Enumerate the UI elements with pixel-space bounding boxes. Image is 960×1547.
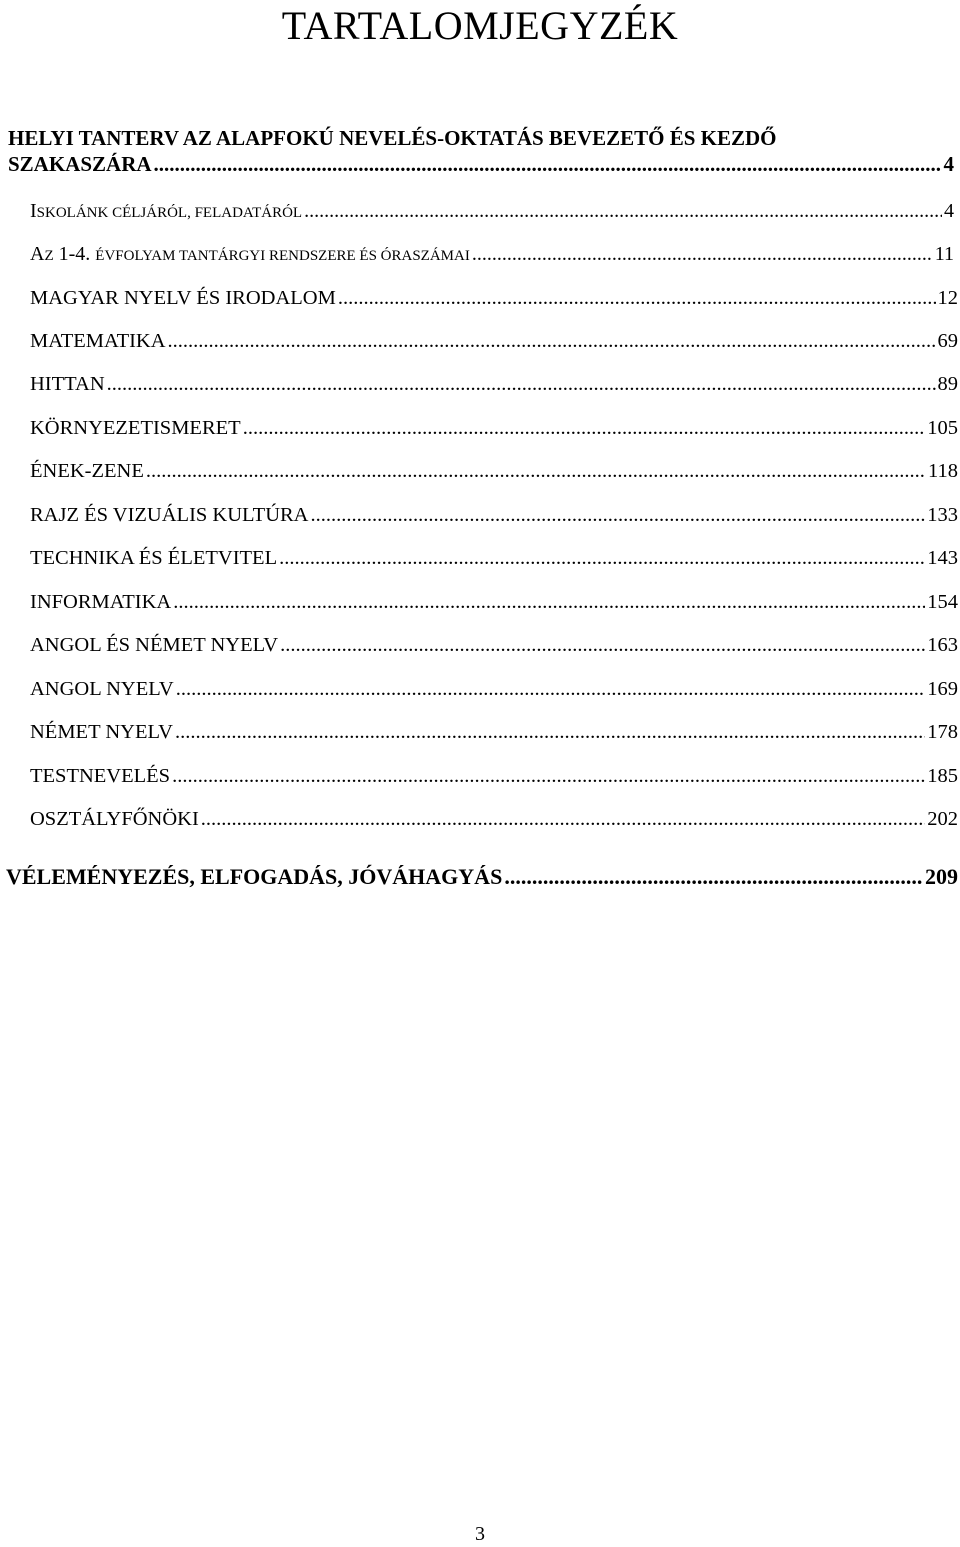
toc-entry-subject[interactable]	[30, 416, 958, 440]
toc-entry-iskolank[interactable]	[30, 199, 954, 225]
toc-entry-label: ÉNEK-ZENE	[30, 460, 144, 482]
toc-entry-page: 4	[944, 200, 954, 222]
toc-entry-subject[interactable]	[30, 329, 958, 353]
toc-entry-subject[interactable]	[30, 546, 958, 570]
toc-leader-dots	[173, 590, 925, 614]
toc-entry-evfolyam[interactable]	[30, 242, 954, 268]
toc-entry-page: 133	[927, 504, 958, 526]
toc-leader-dots	[172, 764, 925, 788]
toc-entry-page: 209	[925, 864, 958, 889]
toc-entry-line1: HELYI TANTERV AZ ALAPFOKÚ NEVELÉS-OKTATÁS BEVEZETŐ ÉS KEZDŐ	[8, 126, 777, 150]
toc-entry-label: NÉMET NYELV	[30, 721, 173, 743]
toc-leader-dots	[504, 864, 923, 890]
toc-label-small: Z	[44, 248, 54, 264]
toc-entry-page: 89	[937, 373, 958, 395]
toc-entry-label: ANGOL NYELV	[30, 678, 174, 700]
toc-entry-subject[interactable]	[30, 372, 958, 396]
page-title: TARTALOMJEGYZÉK	[281, 3, 679, 48]
toc-entry-page: 12	[937, 287, 958, 309]
toc-leader-dots	[338, 286, 936, 310]
toc-entry-page: 185	[927, 765, 958, 787]
toc-leader-dots	[146, 459, 926, 483]
toc-entry-label: TESTNEVELÉS	[30, 765, 171, 787]
toc-entry-label: VÉLEMÉNYEZÉS, ELFOGADÁS, JÓVÁHAGYÁS	[6, 864, 503, 889]
toc-leader-dots	[279, 546, 925, 570]
toc-entry-subject[interactable]	[30, 633, 958, 657]
toc-entry-page: 4	[943, 152, 954, 176]
toc-entry-label: OSZTÁLYFŐNÖKI	[30, 808, 199, 830]
toc-entry-page: 163	[927, 634, 958, 656]
toc-entry-label: MATEMATIKA	[30, 330, 166, 352]
toc-label-mid: 1-4.	[53, 243, 96, 265]
toc-entry-subject[interactable]	[30, 807, 958, 831]
page-number: 3	[475, 1523, 485, 1545]
toc-label-rest: SKOLÁNK CÉLJÁRÓL, FELADATÁRÓL	[36, 205, 303, 221]
toc-leader-dots	[243, 416, 926, 440]
toc-entry-szakaszara[interactable]	[8, 151, 954, 177]
toc-entry-page: 11	[934, 243, 954, 265]
toc-label-initial: I	[30, 200, 37, 222]
toc-entry-page: 202	[927, 808, 958, 830]
toc-entry-page: 118	[928, 460, 958, 482]
toc-entry-subject[interactable]	[30, 503, 958, 527]
toc-entry-page: 178	[927, 721, 958, 743]
toc-entry-label: INFORMATIKA	[30, 591, 172, 613]
toc-leader-dots	[176, 677, 926, 701]
toc-leader-dots	[154, 151, 942, 177]
toc-label-initial: A	[30, 243, 45, 265]
toc-entry-label: KÖRNYEZETISMERET	[30, 417, 241, 439]
toc-entry-label: HITTAN	[30, 373, 105, 395]
toc-entry-subject[interactable]	[30, 286, 958, 310]
toc-entry-label: MAGYAR NYELV ÉS IRODALOM	[30, 287, 336, 309]
toc-entry-velemenyezes[interactable]	[6, 864, 958, 890]
toc-entry-label: SZAKASZÁRA	[8, 152, 152, 176]
toc-entry-label	[30, 242, 470, 268]
toc-entry-subject[interactable]	[30, 764, 958, 788]
toc-entry-subject[interactable]	[30, 459, 958, 483]
toc-leader-dots	[310, 503, 925, 527]
toc-leader-dots	[168, 329, 936, 353]
toc-entry-subject[interactable]	[30, 590, 958, 614]
toc-entry-page: 69	[937, 330, 958, 352]
toc-entry-subject[interactable]	[30, 720, 958, 744]
toc-entry-label: RAJZ ÉS VIZUÁLIS KULTÚRA	[30, 504, 309, 526]
toc-leader-dots	[175, 720, 925, 744]
toc-entry-label	[30, 199, 302, 225]
toc-entry-page: 169	[927, 678, 958, 700]
toc-entry-label: TECHNIKA ÉS ÉLETVITEL	[30, 547, 278, 569]
toc-entry-page: 154	[927, 591, 958, 613]
toc-leader-dots	[201, 807, 925, 831]
toc-entry-helyi-tanterv[interactable]	[8, 125, 777, 151]
toc-entry-label: ANGOL ÉS NÉMET NYELV	[30, 634, 279, 656]
toc-leader-dots	[107, 372, 936, 396]
toc-leader-dots	[304, 199, 942, 223]
toc-leader-dots	[280, 633, 925, 657]
toc-entry-subject[interactable]	[30, 677, 958, 701]
toc-entry-page: 143	[927, 547, 958, 569]
toc-entry-page: 105	[927, 417, 958, 439]
toc-label-rest: ÉVFOLYAM TANTÁRGYI RENDSZERE ÉS ÓRASZÁMAI	[95, 248, 470, 264]
toc-leader-dots	[472, 242, 933, 266]
